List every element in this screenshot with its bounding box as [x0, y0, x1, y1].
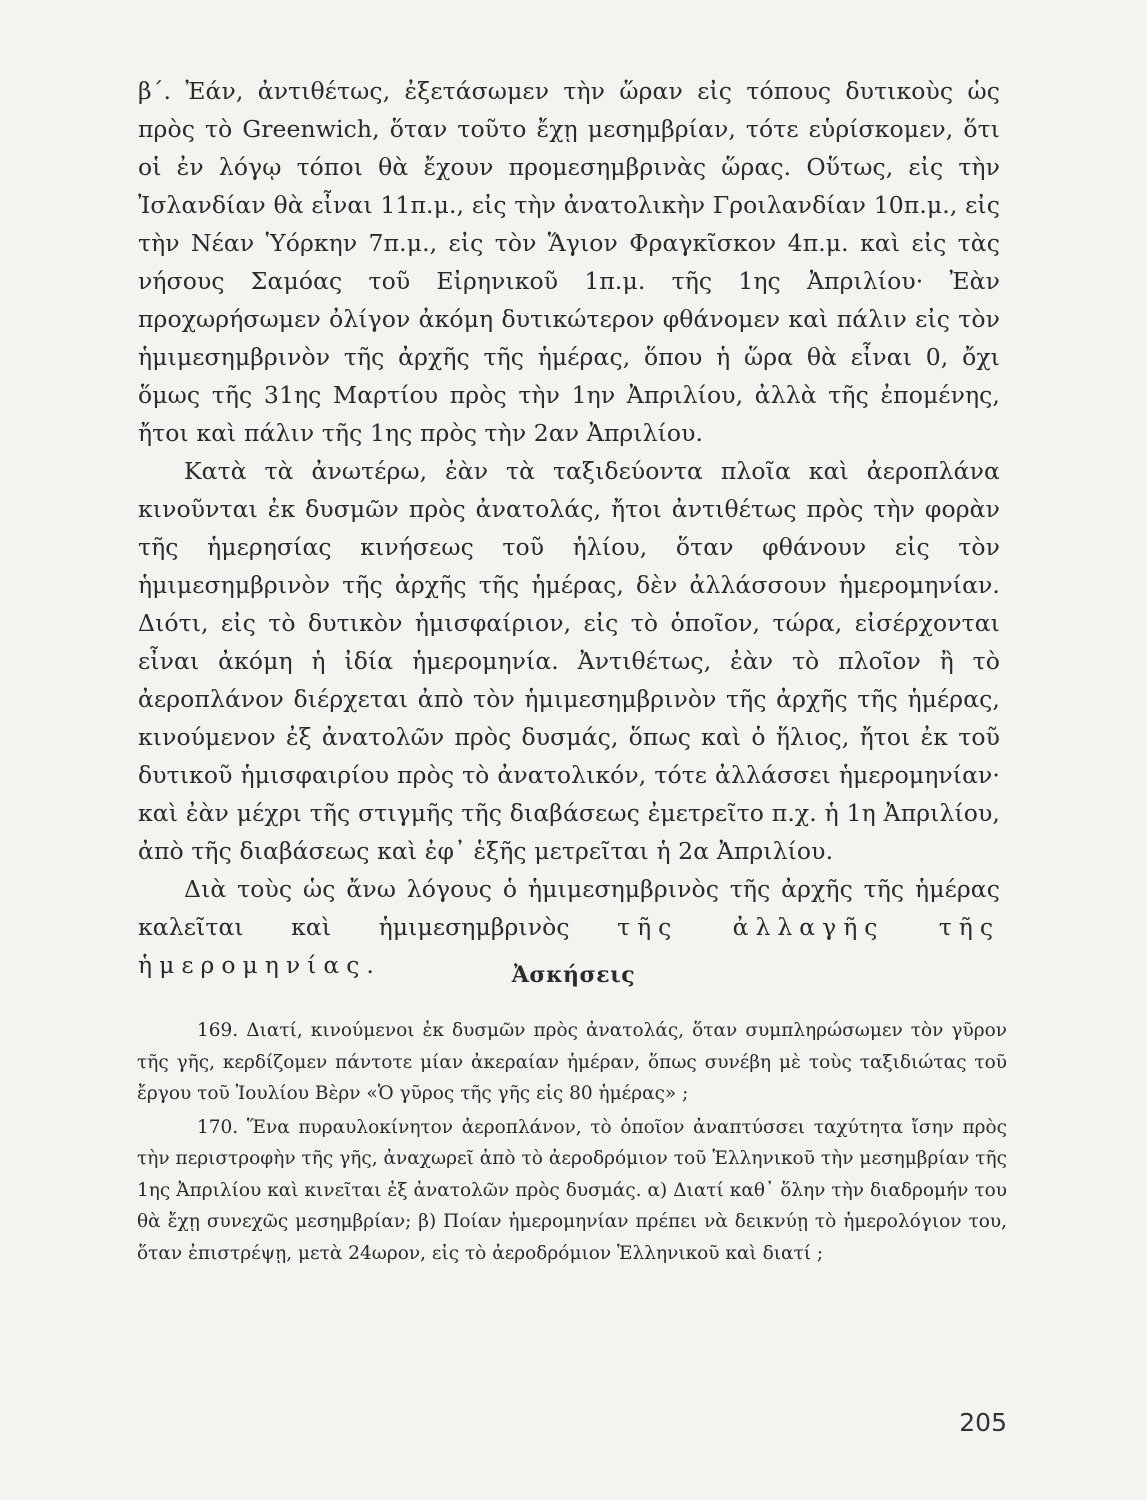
- exercise-169: 169. Διατί, κινούμενοι ἐκ δυσμῶν πρὸς ἀνατολάς, ὅταν συμπληρώσωμεν τὸν γῦρον τῆς γῆς, κερδίζομεν πάντοτε μίαν ἀκεραίαν ἡμέραν, ὅπως συνέβη μὲ τοὺς ταξιδιώτας τοῦ ἔργου τοῦ Ἰουλίου Βὲρν «Ὁ γῦρος τῆς γῆς εἰς 80 ἡμέρας» ;: [137, 1020, 1007, 1104]
- paragraph-3-spaced-term: τῆς ἀλλαγῆς τῆς ἡμερομηνίας.: [138, 913, 1000, 979]
- exercise-170: 170. Ἕνα πυραυλοκίνητον ἀεροπλάνον, τὸ ὁποῖον ἀναπτύσσει ταχύτητα ἴσην πρὸς τὴν περιστροφὴν τῆς γῆς, ἀναχωρεῖ ἀπὸ τὸ ἀεροδρόμιον τοῦ Ἑλληνικοῦ τὴν μεσημβρίαν τῆς 1ης Ἀπριλίου καὶ κινεῖται ἐξ ἀνατολῶν πρὸς δυσμάς. α) Διατί καθ᾽ ὅλην τὴν διαδρομήν του θὰ ἔχῃ συνεχῶς μεσημβρίαν; β) Ποίαν ἡμερομηνίαν πρέπει νὰ δεικνύῃ τὸ ἡμερολόγιον του, ὅταν ἐπιστρέψῃ, μετὰ 24ωρον, εἰς τὸ ἀεροδρόμιον Ἑλληνικοῦ καὶ διατί ;: [137, 1116, 1007, 1264]
- page-number: 205: [959, 1408, 1007, 1437]
- paragraph-1: β΄. Ἐάν, ἀντιθέτως, ἐξετάσωμεν τὴν ὥραν εἰς τόπους δυτικοὺς ὡς πρὸς τὸ Greenwich, ὅταν τοῦτο ἔχῃ μεσημβρίαν, τότε εὑρίσκομεν, ὅτι οἱ ἐν λόγῳ τόποι θὰ ἔχουν προμεσημβρινὰς ὥρας. Οὕτως, εἰς τὴν Ἰσλανδίαν θὰ εἶναι 11π.μ., εἰς τὴν ἀνατολικὴν Γροιλανδίαν 10π.μ., εἰς τὴν Νέαν Ὑόρκην 7π.μ., εἰς τὸν Ἅγιον Φραγκῖσκον 4π.μ. καὶ εἰς τὰς νήσους Σαμόας τοῦ Εἰρηνικοῦ 1π.μ. τῆς 1ης Ἀπριλίου· Ἐὰν προχωρήσωμεν ὀλίγον ἀκόμη δυτικώτερον φθάνομεν καὶ πάλιν εἰς τὸν ἡμιμεσημβρινὸν τῆς ἀρχῆς τῆς ἡμέρας, ὅπου ἡ ὥρα θὰ εἶναι 0, ὄχι ὅμως τῆς 31ης Μαρτίου πρὸς τὴν 1ην Ἀπριλίου, ἀλλὰ τῆς ἐπομένης, ἤτοι καὶ πάλιν τῆς 1ης πρὸς τὴν 2αν Ἀπριλίου.: [138, 77, 1000, 447]
- paragraph-2: Κατὰ τὰ ἀνωτέρω, ἐὰν τὰ ταξιδεύοντα πλοῖα καὶ ἀεροπλάνα κινοῦνται ἐκ δυσμῶν πρὸς ἀνατολάς, ἤτοι ἀντιθέτως πρὸς τὴν φορὰν τῆς ἡμερησίας κινήσεως τοῦ ἡλίου, ὅταν φθάνουν εἰς τὸν ἡμιμεσημβρινὸν τῆς ἀρχῆς τῆς ἡμέρας, δὲν ἀλλάσσουν ἡμερομηνίαν. Διότι, εἰς τὸ δυτικὸν ἡμισφαίριον, εἰς τὸ ὁποῖον, τώρα, εἰσέρχονται εἶναι ἀκόμη ἡ ἰδία ἡμερομηνία. Ἀντιθέτως, ἐὰν τὸ πλοῖον ἢ τὸ ἀεροπλάνον διέρχεται ἀπὸ τὸν ἡμιμεσημβρινὸν τῆς ἀρχῆς τῆς ἡμέρας, κινούμενον ἐξ ἀνατολῶν πρὸς δυσμάς, ὅπως καὶ ὁ ἥλιος, ἤτοι ἐκ τοῦ δυτικοῦ ἡμισφαιρίου πρὸς τὸ ἀνατολικόν, τότε ἀλλάσσει ἡμερομηνίαν· καὶ ἐὰν μέχρι τῆς στιγμῆς τῆς διαβάσεως ἐμετρεῖτο π.χ. ἡ 1η Ἀπριλίου, ἀπὸ τῆς διαβάσεως καὶ ἐφ᾽ ἑξῆς μετρεῖται ἡ 2α Ἀπριλίου.: [138, 457, 1000, 865]
- exercises-list: [137, 1015, 1007, 1271]
- main-text: [138, 72, 1000, 984]
- exercises-heading: Ἀσκήσεις: [511, 962, 636, 988]
- paragraph-3-lead: Διὰ τοὺς ὡς ἄνω λόγους ὁ ἡμιμεσημβρινὸς τῆς ἀρχῆς τῆς ἡμέρας καλεῖται καὶ ἡμιμεσημβρινὸς: [138, 875, 1000, 941]
